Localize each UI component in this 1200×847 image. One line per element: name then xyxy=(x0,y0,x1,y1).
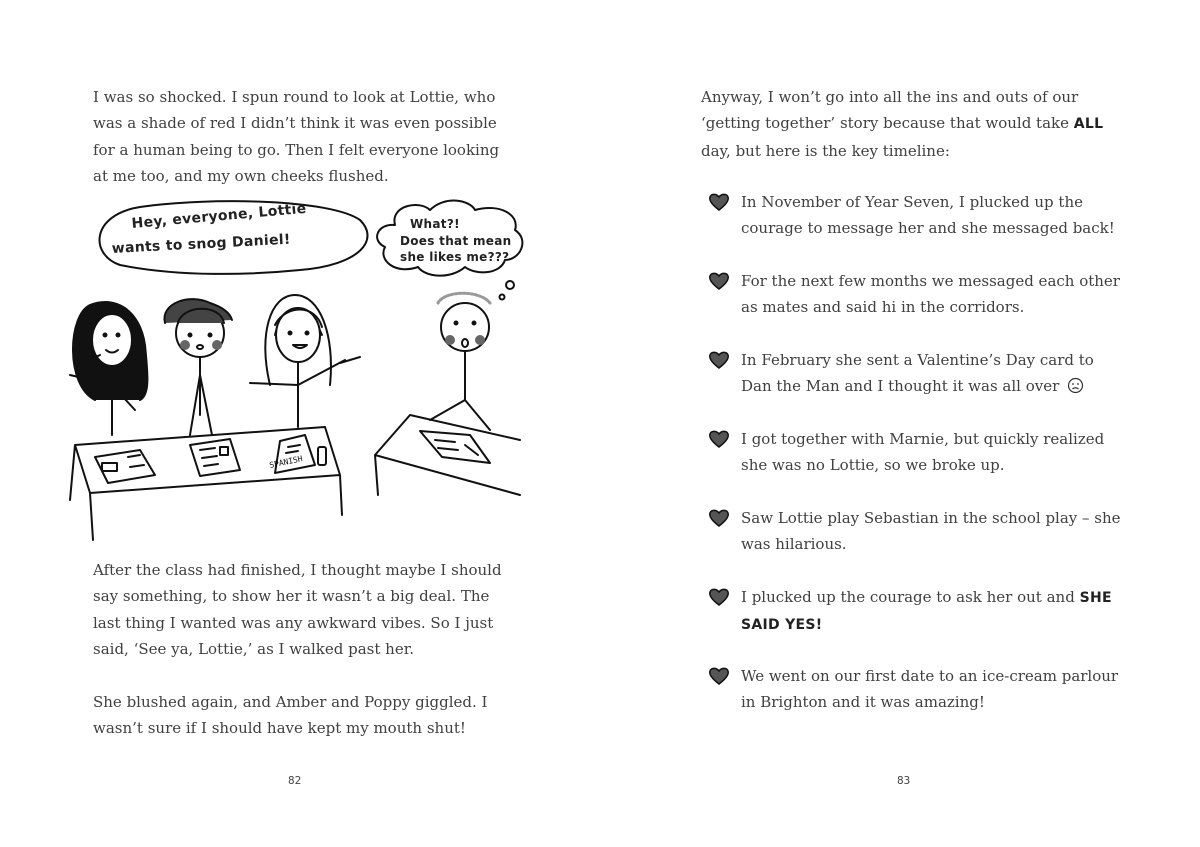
timeline-item: I got together with Marnie, but quickly realized she was no Lottie, so we broke up. xyxy=(741,430,1105,475)
heart-icon xyxy=(708,429,730,449)
classroom-illustration xyxy=(60,195,530,545)
heart-icon xyxy=(708,587,730,607)
heart-icon xyxy=(708,350,730,370)
timeline-item-text: I plucked up the courage to ask her out and xyxy=(741,588,1080,606)
book-3 xyxy=(269,435,326,473)
heart-icon xyxy=(708,192,730,212)
paragraph-2: After the class had finished, I thought maybe I should say something, to show her it wasn’t a big deal. The last thing I wanted was any awkward vibes. So I just said, ‘See ya, Lottie,’ as I walked past her. xyxy=(93,561,502,658)
intro-emphasis: ALL xyxy=(1073,116,1104,133)
speech-line-1: Hey, everyone, Lottie xyxy=(130,200,308,232)
speech-line-2: wants to snog Daniel! xyxy=(111,231,292,257)
girl-figure-3 xyxy=(250,295,360,427)
sad-face-icon xyxy=(1067,377,1084,394)
page-number: 82 xyxy=(288,774,302,787)
book-2 xyxy=(190,439,240,476)
thought-line-3: she likes me??? xyxy=(400,250,510,264)
book-1 xyxy=(95,450,155,483)
timeline-item: We went on our first date to an ice-cream parlour in Brighton and it was amazing! xyxy=(741,667,1119,712)
timeline-item-text: In February she sent a Valentine’s Day card to Dan the Man and I thought it was all over xyxy=(741,351,1094,396)
intro-paragraph xyxy=(701,84,1111,164)
book-label: SPANISH xyxy=(268,454,304,470)
right-page xyxy=(600,0,1200,847)
thought-line-2: Does that mean xyxy=(400,234,512,248)
boy-figure xyxy=(430,293,490,430)
book-4 xyxy=(420,431,490,463)
intro-text-1: Anyway, I won’t go into all the ins and outs of our ‘getting together’ story because that would take xyxy=(701,88,1079,133)
thought-dot xyxy=(506,281,514,289)
paragraph-3: She blushed again, and Amber and Poppy giggled. I wasn’t sure if I should have kept my mouth shut! xyxy=(93,693,488,738)
timeline-item: In November of Year Seven, I plucked up the courage to message her and she messaged back! xyxy=(741,193,1115,238)
girl-figure-1 xyxy=(70,302,147,435)
timeline-item xyxy=(741,584,1121,639)
timeline-item: Saw Lottie play Sebastian in the school play – she was hilarious. xyxy=(741,509,1121,554)
intro-text-2: day, but here is the key timeline: xyxy=(701,141,950,160)
heart-icon xyxy=(708,666,730,686)
thought-dot xyxy=(500,295,505,300)
heart-icon xyxy=(708,271,730,291)
heart-icon xyxy=(708,508,730,528)
paragraph-1: I was so shocked. I spun round to look at Lottie, who was a shade of red I didn’t think it was even possible for a human being to go. Then I felt everyone looking at me too, and my own cheeks flushed. xyxy=(93,88,500,185)
thought-line-1: What?! xyxy=(410,217,460,231)
girl-figure-2 xyxy=(164,299,232,435)
page-number: 83 xyxy=(897,774,911,787)
timeline-emphasis: SHE SAID YES! xyxy=(741,590,1112,634)
timeline-item xyxy=(741,347,1121,400)
timeline-item: For the next few months we messaged each other as mates and said hi in the corridors. xyxy=(741,272,1120,317)
